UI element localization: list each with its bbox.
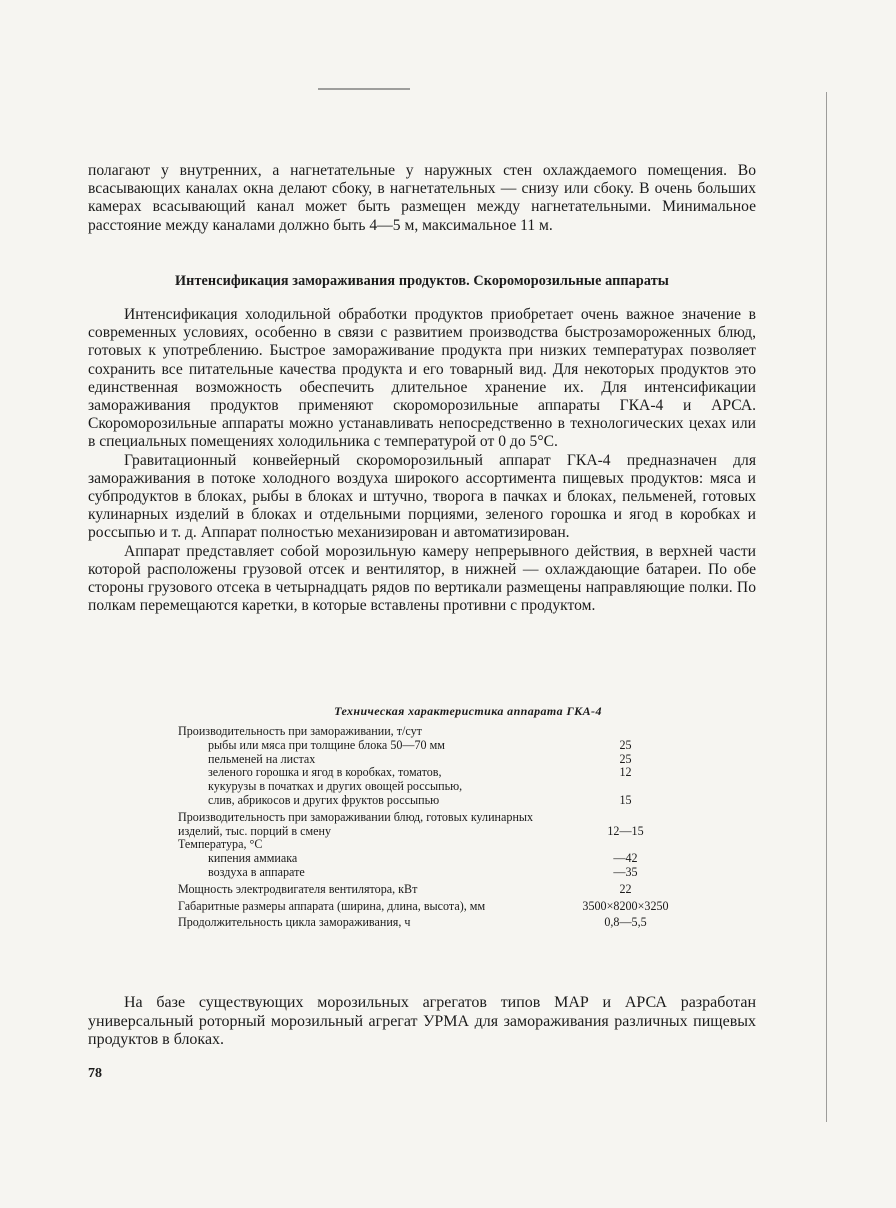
spec-value: 25 <box>619 737 632 752</box>
intro-paragraph: полагают у внутренних, а нагнетательные у наружных стен охлаждаемого помещения. Во всасывающих каналах окна делают сбоку, в нагнетательных — снизу или сбоку. В очень больших камерах всасывающий канал может быть размещен между нагнетательными. Минимальное расстояние между каналами должно быть 4—5 м, максимальное 11 м. <box>88 162 756 234</box>
spec-label: Температура, °С <box>178 837 263 852</box>
spec-row <box>178 916 678 930</box>
spec-row <box>178 838 678 852</box>
paragraph-intensification: Интенсификация холодильной обработки продуктов приобретает очень важное значение в современных условиях, особенно в связи с развитием производства быстрозамороженных блюд, готовых к употреблению. Быстрое замораживание продукта при низких температурах позволяет сохранить все питательные качества продукта и его товарный вид. Для некоторых продуктов это единственная возможность обеспечить длительное хранение их. Для интенсификации замораживания продуктов применяют скороморозильные аппараты ГКА-4 и АРСА. Скороморозильные аппараты можно устанавливать непосредственно в технологических цехах или в специальных помещениях холодильника с температурой от 0 до 5°С. <box>88 306 756 451</box>
spec-label: кукурузы в початках и других овощей россыпью, <box>208 779 463 794</box>
spec-value: —35 <box>613 864 638 879</box>
spec-value: 25 <box>619 751 632 766</box>
spec-label: слив, абрикосов и других фруктов россыпью <box>208 792 440 807</box>
paragraph-gka4: Гравитационный конвейерный скороморозильный аппарат ГКА-4 предназначен для замораживания в потоке холодного воздуха широкого ассортимента пищевых продуктов: мяса и субпродуктов в блоках, рыбы в блоках и штучно, творога в пачках и блоках, пельменей, готовых кулинарных изделий в блоках и отдельными порциями, зеленого горошка и ягод в коробках и россыпью и т. д. Аппарат полностью механизирован и автоматизирован. <box>88 451 756 542</box>
spec-value: 22 <box>619 881 632 896</box>
spec-row <box>178 725 678 739</box>
spec-row <box>178 866 678 880</box>
spec-label: пельменей на листах <box>208 751 316 766</box>
spec-label: рыбы или мяса при толщине блока 50—70 мм <box>208 737 445 752</box>
spec-label: Производительность при замораживании, т/сут <box>178 724 422 738</box>
page-number: 78 <box>88 1066 102 1081</box>
page-edge-line <box>826 92 827 1122</box>
spec-row <box>178 811 678 839</box>
spec-value: —42 <box>613 851 638 866</box>
spec-row <box>178 900 678 914</box>
paragraph-apparatus: Аппарат представляет собой морозильную камеру непрерывного действия, в верхней части которой расположены грузовой отсек и вентилятор, в нижней — охлаждающие батареи. По обе стороны грузового отсека в четырнадцать рядов по вертикали размещены направляющие полки. По полкам перемещаются каретки, в которые вставлены противни с продуктом. <box>88 542 756 615</box>
spec-label: Габаритные размеры аппарата (ширина, длина, высота), мм <box>178 898 486 913</box>
spec-row <box>178 739 678 753</box>
spec-table <box>178 725 678 930</box>
bottom-text <box>88 994 756 1050</box>
spec-row <box>178 780 678 794</box>
spec-label: Мощность электродвигателя вентилятора, кВт <box>178 881 418 896</box>
spec-value: 15 <box>619 792 632 807</box>
spec-row <box>178 883 678 897</box>
spec-value: 3500×8200×3250 <box>582 898 669 913</box>
spec-row <box>178 852 678 866</box>
spec-value: 12—15 <box>607 823 644 838</box>
paragraph-urma: На базе существующих морозильных агрегатов типов МАР и АРСА разработан универсальный роторный морозильный агрегат УРМА для замораживания различных пищевых продуктов в блоках. <box>88 994 756 1048</box>
intro-text <box>88 162 756 235</box>
spec-row <box>178 753 678 767</box>
spec-label: воздуха в аппарате <box>208 864 305 879</box>
spec-value: 12 <box>619 765 632 780</box>
spec-row <box>178 794 678 808</box>
spec-label: Производительность при замораживании блюд, готовых кулинарных изделий, тыс. порций в смену <box>178 809 534 838</box>
spec-label: кипения аммиака <box>208 851 298 866</box>
spec-label: зеленого горошка и ягод в коробках, томатов, <box>208 765 442 780</box>
section-heading: Интенсификация замораживания продуктов. Скороморозильные аппараты <box>175 273 669 289</box>
spec-title: Техническая характеристика аппарата ГКА-4 <box>334 704 602 718</box>
main-text <box>88 306 756 615</box>
spec-value: 0,8—5,5 <box>604 915 647 930</box>
spec-row <box>178 766 678 780</box>
spec-label: Продолжительность цикла замораживания, ч <box>178 915 411 930</box>
header-rule <box>318 88 410 90</box>
